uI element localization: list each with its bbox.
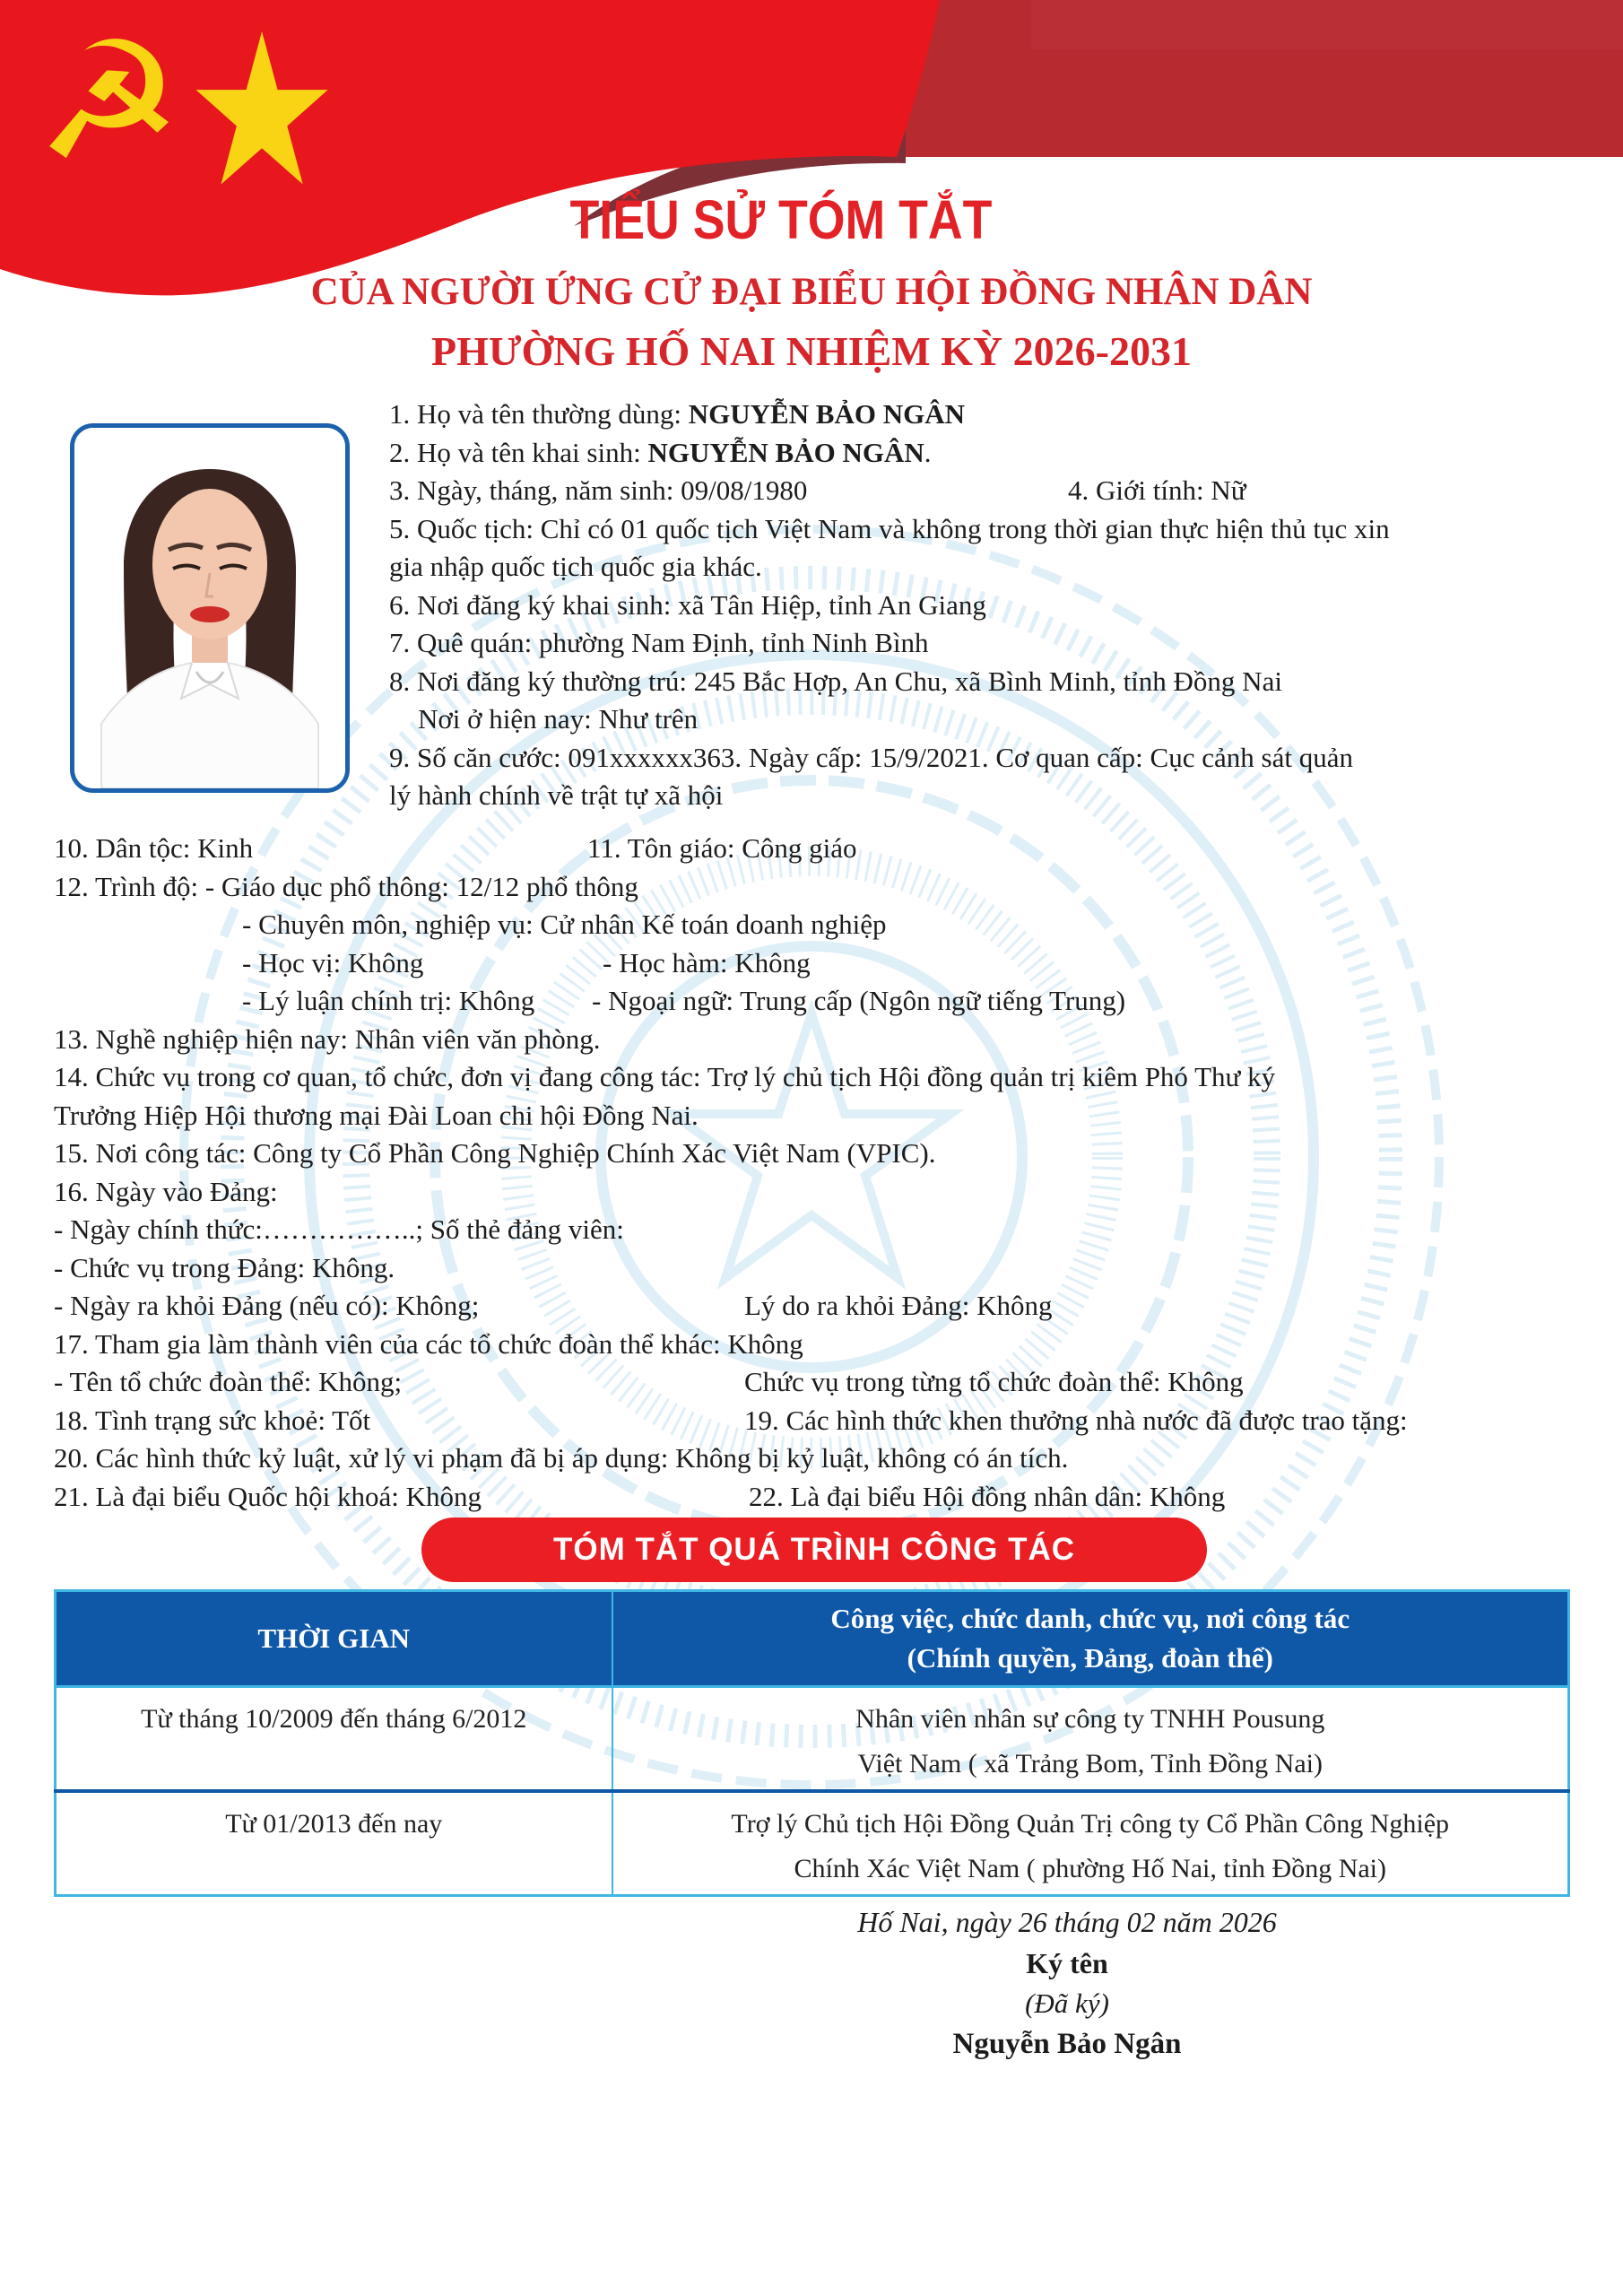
bio-line-party-position: - Chức vụ trong Đảng: Không.	[54, 1251, 395, 1283]
career-table-header-time: THỜI GIAN	[56, 1591, 612, 1687]
bio-line-id-card-2: lý hành chính về trật tự xã hội	[389, 779, 724, 811]
bio-section-general	[54, 830, 1578, 1516]
bio-line-party-official-date: - Ngày chính thức:……………..; Số thẻ đảng viên:	[54, 1213, 624, 1245]
bio-line-ethnic-religion: 10. Dân tộc: Kinh 11. Tôn giáo: Công giáo	[54, 832, 857, 864]
table-row	[56, 1791, 1569, 1896]
bio-line-delegate: 21. Là đại biểu Quốc hội khoá: Không 22. Là đại biểu Hội đồng nhân dân: Không	[54, 1480, 1226, 1512]
signature-block	[807, 1901, 1327, 2065]
bio-line-party-join-date: 16. Ngày vào Đảng:	[54, 1175, 278, 1207]
bio-line-organization-name: - Tên tổ chức đoàn thể: Không; Chức vụ trong từng tổ chức đoàn thể: Không	[54, 1366, 1244, 1397]
bio-line-position-1: 14. Chức vụ trong cơ quan, tổ chức, đơn vị đang công tác: Trợ lý chủ tịch Hội đồng quản trị kiêm Phó Thư ký	[54, 1061, 1276, 1092]
star-icon: ★	[185, 0, 340, 234]
career-table-header-job: Công việc, chức danh, chức vụ, nơi công tác (Chính quyền, Đảng, đoàn thể)	[612, 1591, 1569, 1687]
page-title: TIỂU SỬ TÓM TẮT	[569, 189, 993, 250]
bio-line-residence: 8. Nơi đăng ký thường trú: 245 Bắc Hợp, An Chu, xã Bình Minh, tỉnh Đồng Nai	[389, 665, 1282, 697]
bio-line-position-2: Trưởng Hiệp Hội thương mại Đài Loan chi hội Đồng Nai.	[54, 1099, 699, 1131]
bio-line-organizations: 17. Tham gia làm thành viên của các tổ chức đoàn thể khác: Không	[54, 1327, 803, 1360]
career-row-job: Nhân viên nhân sự công ty TNHH Pousung Việt Nam ( xã Trảng Bom, Tỉnh Đồng Nai)	[612, 1687, 1569, 1792]
career-table	[54, 1589, 1570, 1897]
bio-section-personal	[389, 396, 1577, 815]
bio-line-politics-language: - Lý luận chính trị: Không - Ngoại ngữ: Trung cấp (Ngôn ngữ tiếng Trung)	[242, 985, 1126, 1016]
bio-line-name-common: 1. Họ và tên thường dùng: NGUYỄN BẢO NGÂN	[389, 398, 965, 430]
bio-line-workplace: 15. Nơi công tác: Công ty Cổ Phần Công Nghiệp Chính Xác Việt Nam (VPIC).	[54, 1137, 936, 1169]
bio-line-education: 12. Trình độ: - Giáo dục phổ thông: 12/12 phổ thông	[54, 870, 638, 902]
bio-line-dob-gender: 3. Ngày, tháng, năm sinh: 09/08/1980 4. Giới tính: Nữ	[389, 474, 1246, 506]
bio-line-birth-registration: 6. Nơi đăng ký khai sinh: xã Tân Hiệp, tỉnh An Giang	[389, 588, 986, 621]
bio-line-degree: - Học vị: Không - Học hàm: Không	[242, 946, 811, 978]
bio-line-current-residence: Nơi ở hiện nay: Như trên	[418, 703, 699, 735]
candidate-photo	[70, 423, 350, 793]
bio-line-nationality-1: 5. Quốc tịch: Chỉ có 01 quốc tịch Việt Nam và không trong thời gian thực hiện thủ tục xin	[389, 512, 1390, 544]
bio-line-occupation: 13. Nghề nghiệp hiện nay: Nhân viên văn phòng.	[54, 1022, 601, 1055]
bio-line-health-awards: 18. Tình trạng sức khoẻ: Tốt 19. Các hình thức khen thưởng nhà nước đã được trao tặng:	[54, 1404, 1408, 1436]
bio-line-nationality-2: gia nhập quốc tịch quốc gia khác.	[389, 551, 762, 582]
career-row-time: Từ 01/2013 đến nay	[56, 1791, 612, 1896]
bio-line-hometown: 7. Quê quán: phường Nam Định, tỉnh Ninh Bình	[389, 627, 929, 658]
portrait-illustration	[74, 428, 345, 788]
hammer-sickle-icon: ☭	[36, 6, 183, 196]
career-row-time: Từ tháng 10/2009 đến tháng 6/2012	[56, 1687, 612, 1792]
subtitle-line1: CỦA NGƯỜI ỨNG CỬ ĐẠI BIỂU HỘI ĐỒNG NHÂN DÂN	[310, 271, 1313, 313]
bio-line-id-card-1: 9. Số căn cước: 091xxxxxx363. Ngày cấp: 15/9/2021. Cơ quan cấp: Cục cảnh sát quản	[389, 741, 1353, 773]
bio-line-party-leave: - Ngày ra khỏi Đảng (nếu có): Không; Lý do ra khỏi Đảng: Không	[54, 1290, 1053, 1321]
career-row-job: Trợ lý Chủ tịch Hội Đồng Quản Trị công ty Cổ Phần Công Nghiệp Chính Xác Việt Nam ( phường Hố Nai, tỉnh Đồng Nai)	[612, 1791, 1569, 1896]
career-section-title: TÓM TẮT QUÁ TRÌNH CÔNG TÁC	[421, 1518, 1207, 1582]
bio-line-name-birth: 2. Họ và tên khai sinh: NGUYỄN BẢO NGÂN.	[389, 436, 932, 468]
signature-place-date: Hố Nai, ngày 26 tháng 02 năm 2026	[857, 1906, 1277, 1938]
signature-label: Ký tên	[1026, 1947, 1108, 1979]
signed-note: (Đã ký)	[1025, 1987, 1109, 2019]
subtitle-line2: PHƯỜNG HỐ NAI NHIỆM KỲ 2026-2031	[431, 328, 1192, 374]
bio-line-discipline: 20. Các hình thức kỷ luật, xử lý vi phạm đã bị áp dụng: Không bị kỷ luật, không có án tích.	[54, 1442, 1069, 1474]
bio-line-profession: - Chuyên môn, nghiệp vụ: Cử nhân Kế toán doanh nghiệp	[242, 909, 887, 940]
signature-name: Nguyễn Bảo Ngân	[952, 2028, 1182, 2060]
career-table-header-row	[56, 1591, 1569, 1687]
table-row	[56, 1687, 1569, 1792]
